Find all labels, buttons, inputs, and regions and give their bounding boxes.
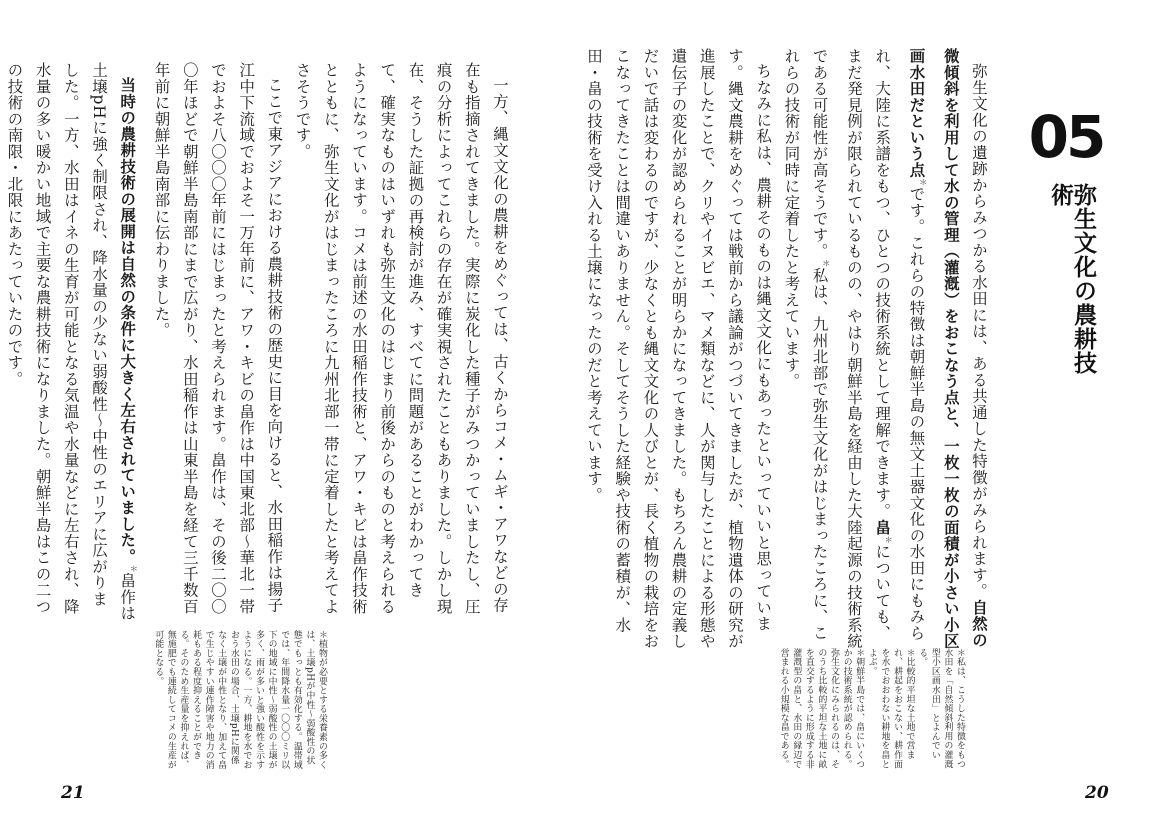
footnote: ＊私は、こうした特徴をもつ水田を「自然傾斜利用の灌漑型小区画水田」とよんでいる。 <box>917 648 965 769</box>
right-page-footnotes <box>674 648 966 776</box>
page-number-right: 20 <box>1085 783 1109 803</box>
right-paragraph-2: ちなみに私は、農耕そのものは縄文文化にもあったといっていいと思っています。縄文農耕をめぐっては戦前から議論がつづいてきましたが、植物遺体の研究が進展したことで、クリやイヌビエ、マメ類などに、人が関与したことによる形態や遺伝子の変化が認められることが明らかになってきました。もちろん農耕の定義しだいで話は変わるのですが、少なくとも縄文文化の人びとが、長く植物の栽培をおこなってきたことは間違いありません。そしてそうした経験や技術の蓄積が、水田・畠の技術を受け入れる土壌になったのだと考えています。 <box>584 48 773 650</box>
left-page-footnotes <box>60 630 328 774</box>
left-page-body <box>5 62 514 622</box>
footnote: ＊植物が必要とする栄養素の多くは、土壌pHが中性～弱酸性の状態でもっとも有効化する。温帯域では、年間降水量一〇〇〇ミリ以下の地域に中性～弱酸性の土壌が多く、雨が多いと強い酸性を示すようになる。一方、耕地を水でおおう水田の場合、土壌pHに関係なく土壌が中性となり、加えて畠で生じやすい連作障害や地力の消耗もある程度抑えることができる。そのため生産量を抑えれば、無施肥でも連続してコメの生産が可能となる。 <box>153 630 327 770</box>
footnote: ＊朝鮮半島では、畠にいくつかの技術系統が認められる。弥生文化にみられるのは、そのうち比較的平坦な土地に畝を直交するように形成する非灌漑型の畠と、水田の縁辺で営まれる小規模な畠である。 <box>778 648 865 769</box>
footnote: ＊比較的平坦な土地で営まれ、耕起をおこない、耕作面を水でおおわない耕地を畠とよぶ。 <box>866 648 915 769</box>
right-paragraph-1: 弥生文化の遺跡からみつかる水田には、ある共通した特徴がみられます。自然の微傾斜を利用して水の管理（灌漑）をおこなう点と、一枚一枚の面積が小さい小区画水田だという点＊です。これらの特徴は朝鮮半島の無文土器文化の水田にもみられ、大陸に系譜をもつ、ひとつの技術系統として理解できます。畠＊についても、まだ発見例が限られているものの、やはり朝鮮半島を経由した大陸起源の技術系統である可能性が高そうです。＊私は、九州北部で弥生文化がはじまったころに、これらの技術が同時に定着したと考えています。 <box>782 48 988 650</box>
left-paragraph-3: 当時の農耕技術の展開は自然の条件に大きく左右されていました。＊畠作は土壌pHに強く制限され、降水量の少ない弱酸性～中性のエリアに広がりました。一方、水田はイネの生育が可能となる気温や水量などに左右され、降水量の多い暖かい地域で主要な農耕技術になりました。朝鮮半島はこの二つの技術の南限・北限にあたっていたのです。 <box>5 62 139 622</box>
left-paragraph-2: ここで東アジアにおける農耕技術の歴史に目を向けると、水田稲作は揚子江中下流域でおよそ一万年前に、アワ・キビの畠作は中国東北部～華北一帯でおよそ八〇〇〇年前にはじまったと考えられます。畠作は、その後二〇〇〇年ほどで朝鮮半島南部にまで広がり、水田稲作は山東半島を経て三千数百年前に朝鮮半島南部に伝わりました。 <box>152 62 284 615</box>
chapter-number: 05 <box>1028 103 1104 171</box>
page-number-left: 21 <box>61 783 85 803</box>
right-page-body <box>584 48 993 656</box>
chapter-title: 弥生文化の農耕技術 <box>1047 183 1096 375</box>
left-paragraph-1: 一方、縄文文化の農耕をめぐっては、古くからコメ・ムギ・アワなどの存在も指摘されてきました。実際に炭化した種子がみつかっていましたし、圧痕の分析によってこれらの存在が確実視されたこともありました。しかし現在、そうした証拠の再検討が進み、すべてに問題があることがわかってきて、確実なものはいずれも弥生文化のはじまり前後からのものと考えられるようになっています。コメは前述の水田稲作技術と、アワ・キビは畠作技術とともに、弥生文化がはじまったころに九州北部一帯に定着したと考えてよさそうです。 <box>293 62 509 615</box>
